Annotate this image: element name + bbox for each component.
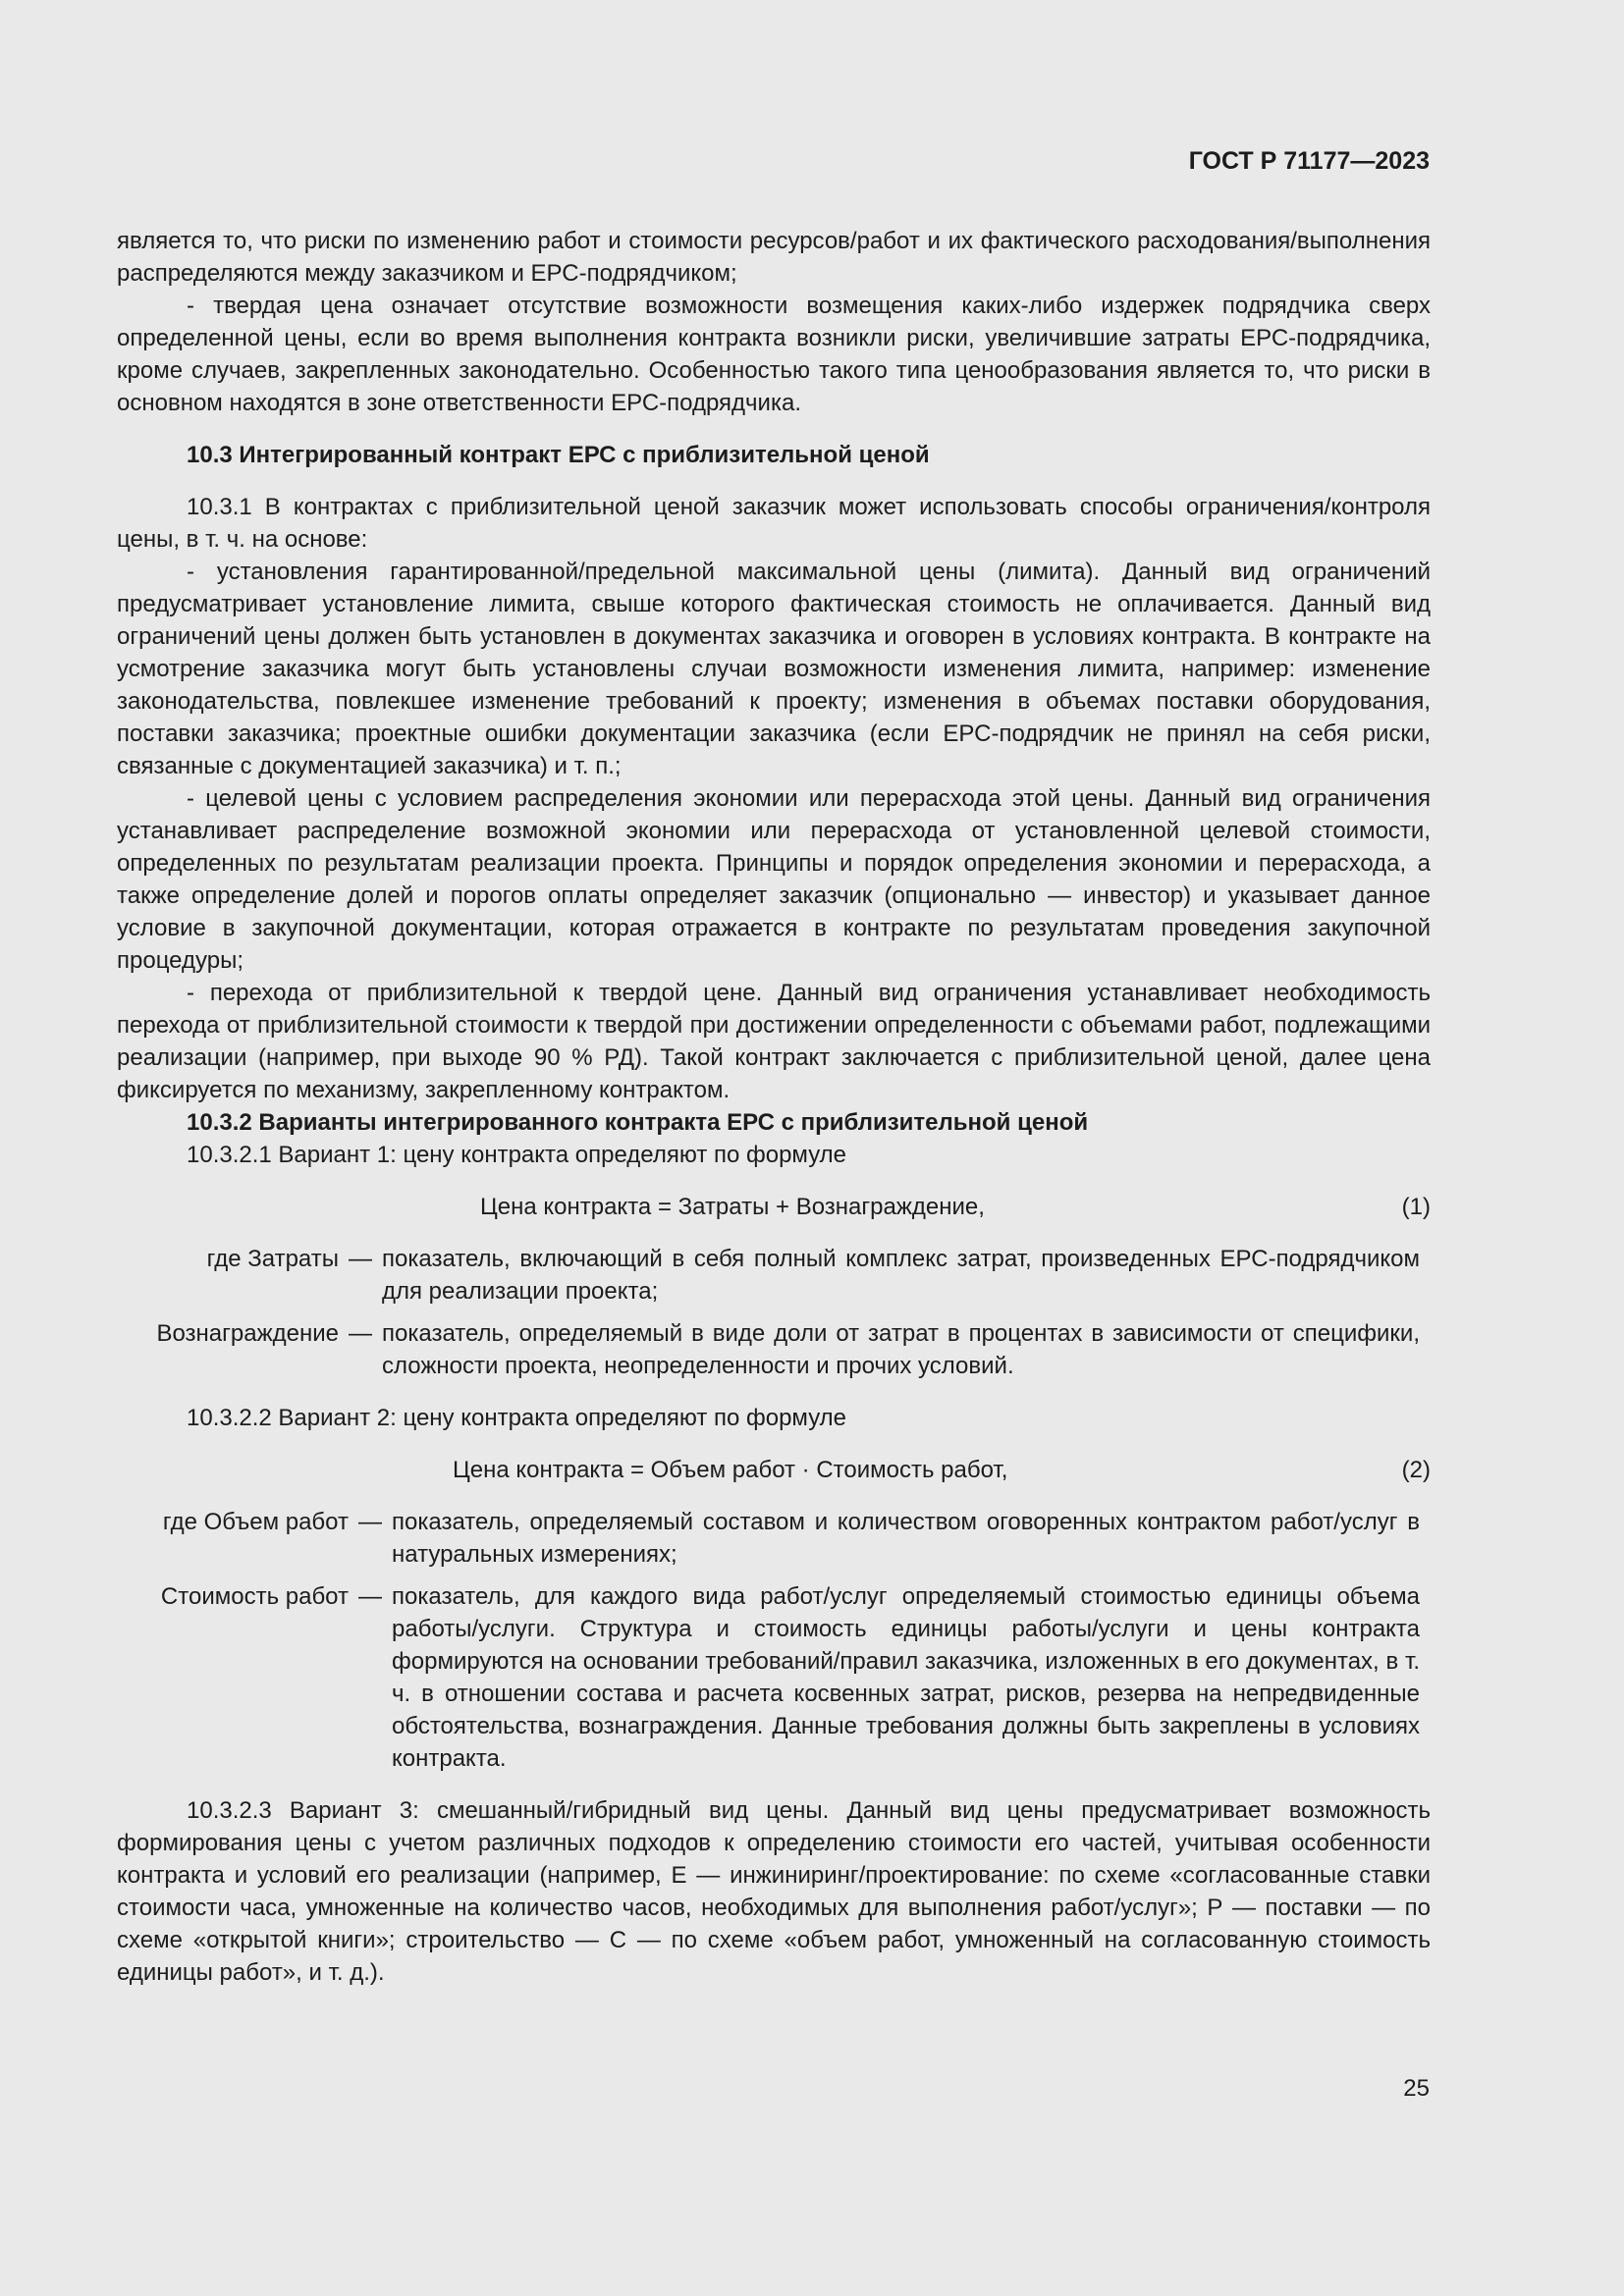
paragraph-variant-1: 10.3.2.1 Вариант 1: цену контракта определяют по формуле bbox=[187, 1142, 847, 1168]
definition-dash: — bbox=[349, 1320, 372, 1347]
definitions-list-1 bbox=[117, 1243, 1431, 1308]
paragraph-variant-2: 10.3.2.2 Вариант 2: цену контракта определяют по формуле bbox=[187, 1405, 847, 1431]
definition-text: показатель, определяемый составом и количеством оговоренных контрактом работ/услуг в натуральных измерениях; bbox=[392, 1509, 1420, 1568]
definition-dash: — bbox=[358, 1583, 382, 1610]
definition-text: показатель, для каждого вида работ/услуг определяемый стоимостью единицы объема работы/услуги. Структура и стоимость единицы работы/услуги и цены контракта формируются на основании требований/правил заказчика, изложенных в его документах, в т. ч. в отношении состава и расчета косвенных затрат, рисков, резерва на непредвиденные обстоятельства, вознаграждения. Данные требования должны быть закреплены в условиях контракта. bbox=[392, 1583, 1420, 1772]
formula-2 bbox=[117, 1454, 1431, 1486]
definition-term: Стоимость работ bbox=[160, 1583, 349, 1610]
paragraph-variant-3: 10.3.2.3 Вариант 3: смешанный/гибридный вид цены. Данный вид цены предусматривает возможность формирования цены с учетом различных подходов к определению стоимости его частей, учитывая особенности контракта и условий его реализации (например, Е — инжиниринг/проектирование: по схеме «согласованные ставки стоимости часа, умноженные на количество часов, необходимых для выполнения работ/услуг»; Р — поставки — по схеме «открытой книги»; строительство — С — по схеме «объем работ, умноженный на согласованную стоимость единицы работ», и т. д.). bbox=[117, 1797, 1431, 1986]
formula-2-number: (2) bbox=[1401, 1457, 1431, 1483]
definition-text: показатель, определяемый в виде доли от затрат в процентах в зависимости от специфики, сложности проекта, неопределенности и прочих условий. bbox=[382, 1320, 1420, 1379]
definition-dash: — bbox=[349, 1246, 372, 1272]
paragraph-transition: - перехода от приблизительной к твердой цене. Данный вид ограничения устанавливает необходимость перехода от приблизительной стоимости к твердой при достижении определенности с объемами работ, подлежащими реализации (например, при выходе 90 % РД). Такой контракт заключается с приблизительной ценой, далее цена фиксируется по механизму, закрепленному контрактом. bbox=[117, 980, 1431, 1103]
formula-1-number: (1) bbox=[1401, 1194, 1431, 1220]
formula-2-text: Цена контракта = Объем работ · Стоимость работ, bbox=[453, 1457, 1008, 1483]
paragraph-limit: - установления гарантированной/предельной максимальной цены (лимита). Данный вид ограничений предусматривает установление лимита, свыше которого фактическая стоимость не оплачивается. Данный вид ограничений цены должен быть установлен в документах заказчика и оговорен в условиях контракта. В контракте на усмотрение заказчика могут быть установлены случаи возможности изменения лимита, например: изменение законодательства, повлекшее изменение требований к проекту; изменения в объемах поставки оборудования, поставки заказчика; проектные ошибки документации заказчика (если ЕРС-подрядчик не принял на себя риски, связанные с документацией заказчика) и т. п.; bbox=[117, 559, 1431, 779]
section-heading-10-3-2: 10.3.2 Варианты интегрированного контракта ЕРС с приблизительной ценой bbox=[187, 1109, 1089, 1136]
definition-dash: — bbox=[358, 1509, 382, 1535]
definitions-list-1-b bbox=[117, 1317, 1431, 1382]
paragraph-10-3-1: 10.3.1 В контрактах с приблизительной ценой заказчик может использовать способы ограничения/контроля цены, в т. ч. на основе: bbox=[117, 494, 1431, 553]
definitions-list-2 bbox=[117, 1506, 1431, 1571]
section-heading-10-3: 10.3 Интегрированный контракт ЕРС с приблизительной ценой bbox=[187, 442, 930, 468]
paragraph-continuation: является то, что риски по изменению работ и стоимости ресурсов/работ и их фактического расходования/выполнения распределяются между заказчиком и ЕРС-подрядчиком; bbox=[117, 228, 1431, 287]
formula-1-text: Цена контракта = Затраты + Вознаграждение, bbox=[480, 1194, 985, 1220]
definition-term: где Затраты bbox=[206, 1246, 339, 1272]
definition-term: где Объем работ bbox=[162, 1509, 349, 1535]
definition-text: показатель, включающий в себя полный комплекс затрат, произведенных ЕРС-подрядчиком для реализации проекта; bbox=[382, 1246, 1420, 1305]
formula-1 bbox=[117, 1191, 1431, 1223]
paragraph-target-price: - целевой цены с условием распределения экономии или перерасхода этой цены. Данный вид ограничения устанавливает распределение возможной экономии или перерасхода от установленной целевой стоимости, определенных по результатам реализации проекта. Принципы и порядок определения экономии и перерасхода, а также определение долей и порогов оплаты определяет заказчик (опционально — инвестор) и указывает данное условие в закупочной документации, которая отражается в контракте по результатам проведения закупочной процедуры; bbox=[117, 785, 1431, 974]
document-body bbox=[117, 225, 1431, 1989]
definitions-list-2-b bbox=[117, 1580, 1431, 1775]
definition-term: Вознаграждение bbox=[156, 1320, 339, 1347]
paragraph-fixed-price: - твердая цена означает отсутствие возможности возмещения каких-либо издержек подрядчика сверх определенной цены, если во время выполнения контракта возникли риски, увеличившие затраты ЕРС-подрядчика, кроме случаев, закрепленных законодательно. Особенностью такого типа ценообразования является то, что риски в основном находятся в зоне ответственности ЕРС-подрядчика. bbox=[117, 293, 1431, 416]
document-standard-id: ГОСТ Р 71177—2023 bbox=[1188, 147, 1430, 175]
page-number: 25 bbox=[1403, 2075, 1430, 2102]
